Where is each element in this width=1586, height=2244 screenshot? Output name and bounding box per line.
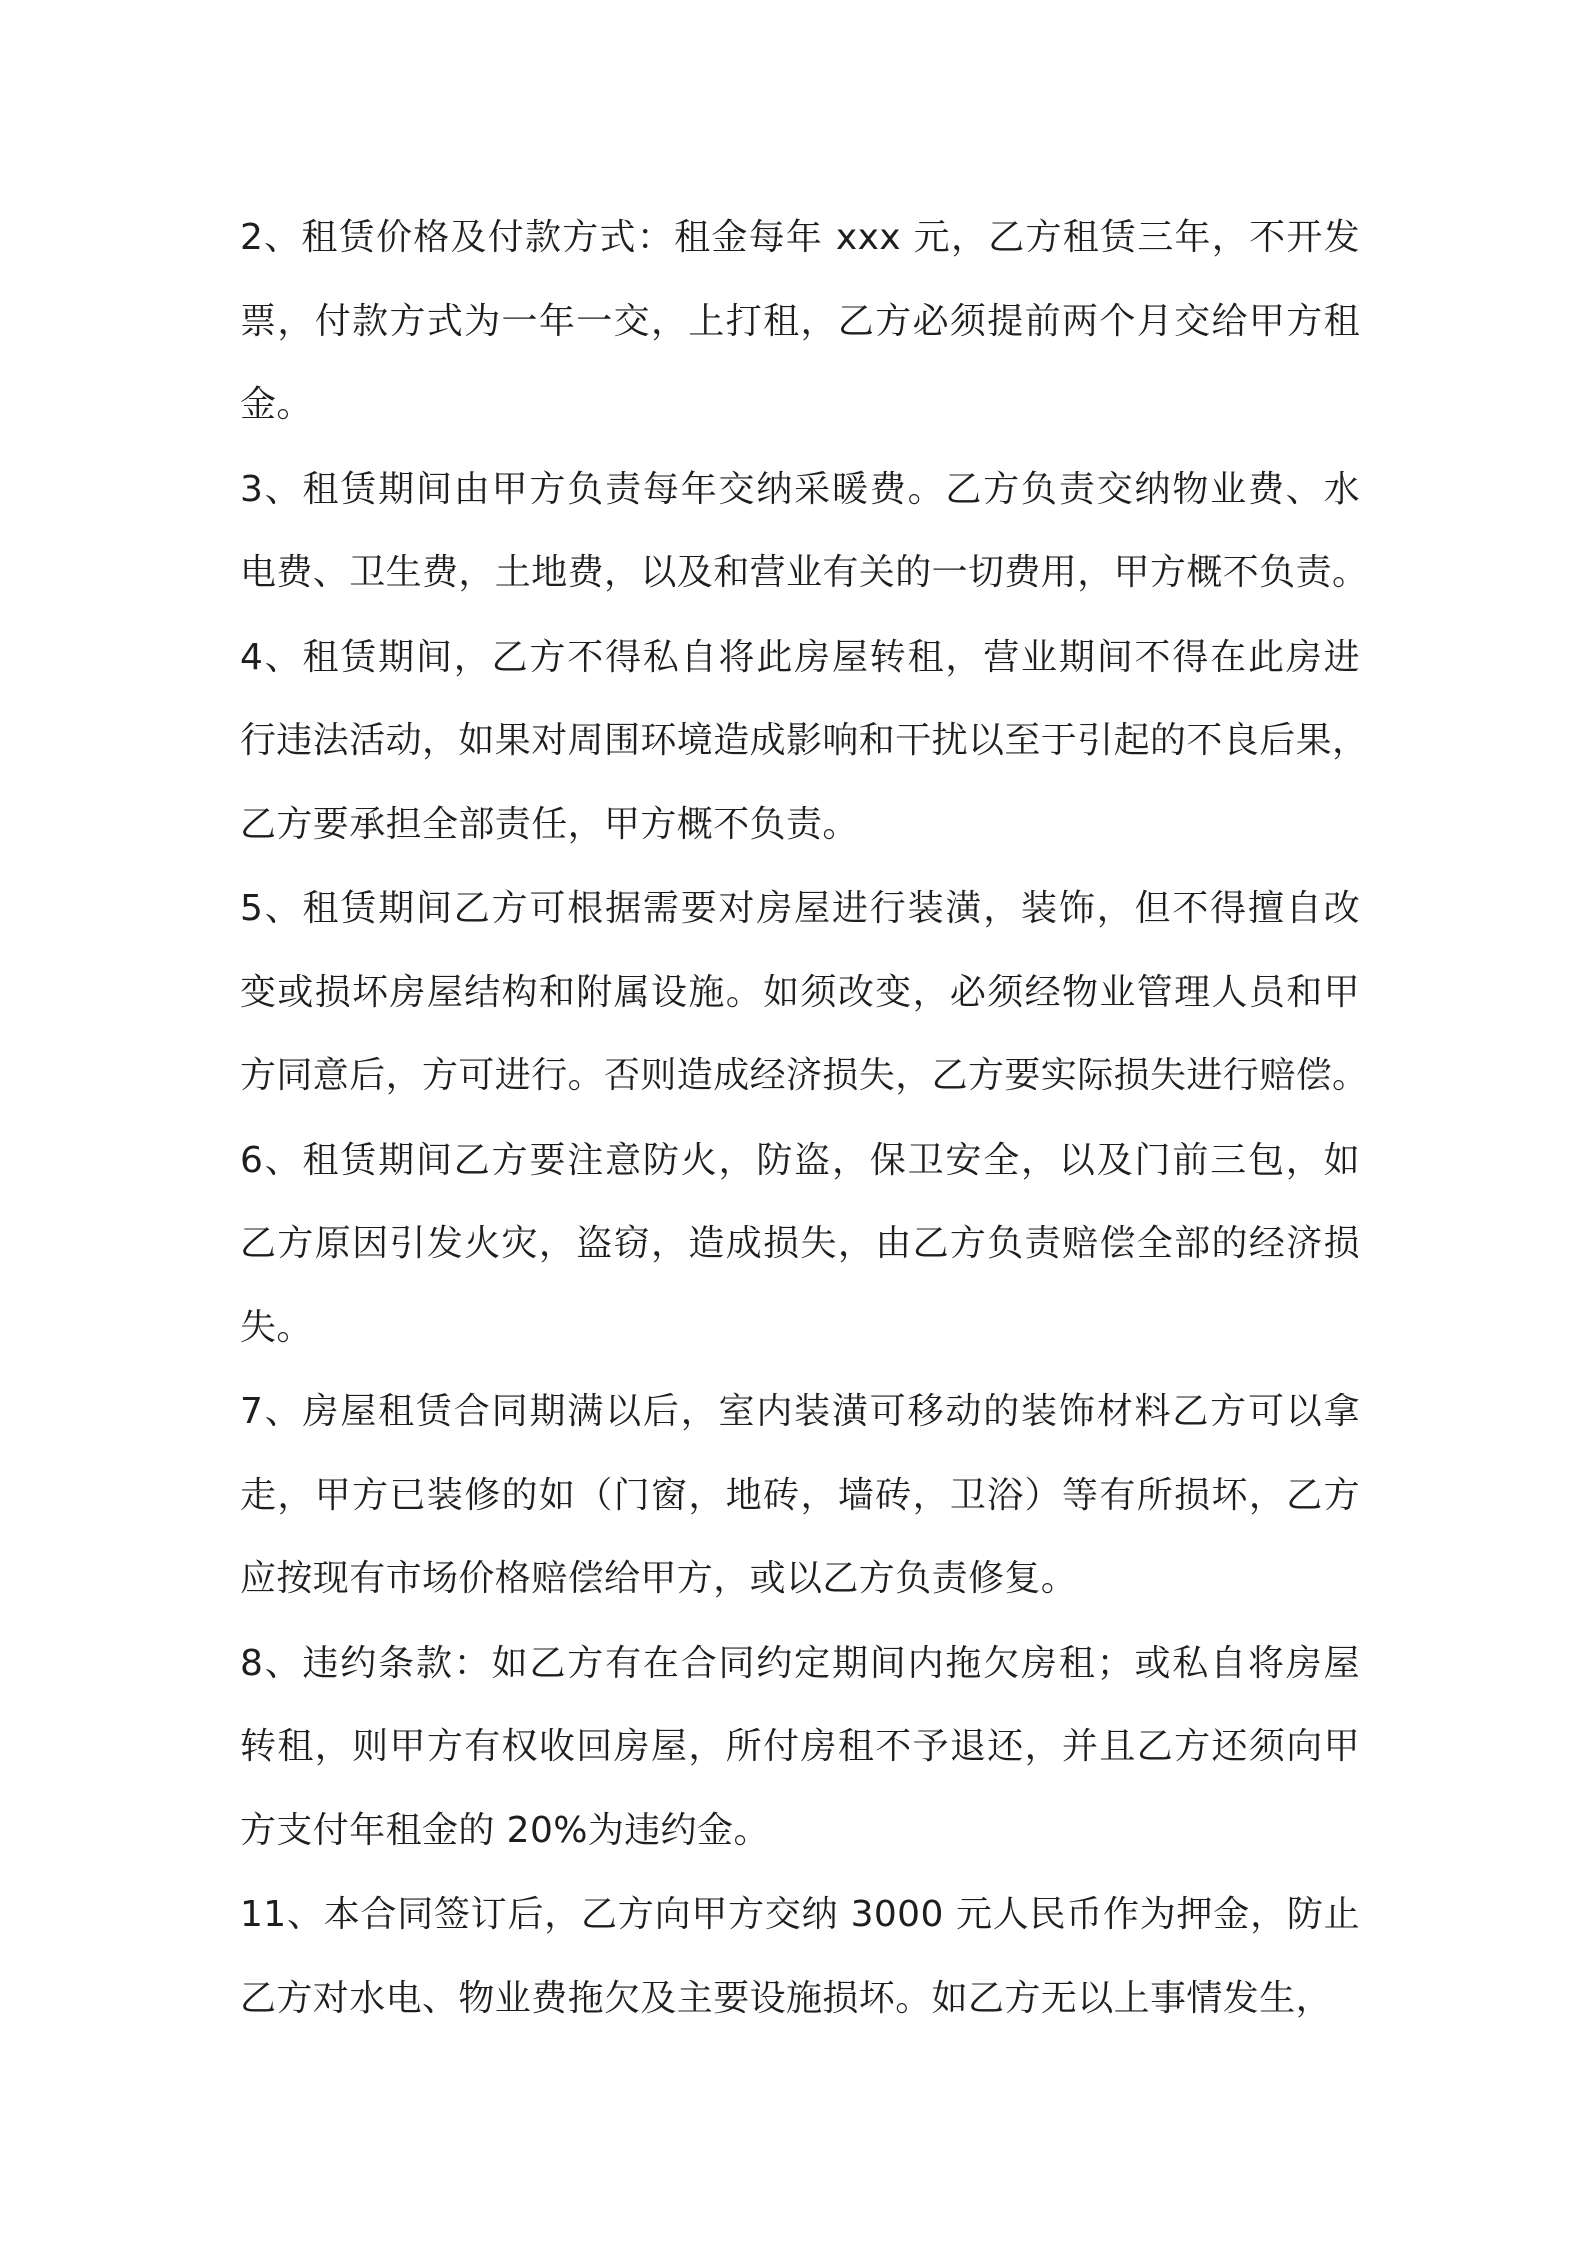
clause-2 — [240, 196, 1360, 447]
text-line: 6、租赁期间乙方要注意防火，防盗，保卫安全，以及门前三包，如 — [240, 1139, 1360, 1181]
text-line: 变或损坏房屋结构和附属设施。如须改变，必须经物业管理人员和甲 — [240, 971, 1360, 1013]
text-line: 乙方要承担全部责任，甲方概不负责。 — [240, 803, 859, 845]
clause-8 — [240, 1622, 1360, 1873]
text-line: 金。 — [240, 384, 313, 425]
text-line: 方同意后，方可进行。否则造成经济损失，乙方要实际损失进行赔偿。 — [240, 1055, 1369, 1096]
clause-11 — [240, 1873, 1360, 2040]
text-line: 转租，则甲方有权收回房屋，所付房租不予退还，并且乙方还须向甲 — [240, 1726, 1360, 1767]
text-line: 应按现有市场价格赔偿给甲方，或以乙方负责修复。 — [240, 1558, 1078, 1599]
text-line: 5、租赁期间乙方可根据需要对房屋进行装潢，装饰，但不得擅自改 — [240, 888, 1360, 929]
document-body — [240, 196, 1369, 2041]
text-line: 11、本合同签订后，乙方向甲方交纳 3000 元人民币作为押金，防止 — [240, 1894, 1360, 1935]
text-line: 8、违约条款：如乙方有在合同约定期间内拖欠房租；或私自将房屋 — [240, 1642, 1360, 1684]
text-line: 乙方原因引发火灾，盗窃，造成损失，由乙方负责赔偿全部的经济损 — [240, 1223, 1360, 1264]
text-line: 方支付年租金的 20%为违约金。 — [240, 1809, 770, 1851]
text-line: 乙方对水电、物业费拖欠及主要设施损坏。如乙方无以上事情发生， — [240, 1977, 1333, 2019]
text-line: 行违法活动，如果对周围环境造成影响和干扰以至于引起的不良后果， — [240, 720, 1369, 761]
clause-3 — [240, 448, 1369, 615]
text-line: 3、租赁期间由甲方负责每年交纳采暖费。乙方负责交纳物业费、水 — [240, 468, 1360, 510]
clause-6 — [240, 1119, 1360, 1370]
clause-4 — [240, 616, 1369, 867]
clause-7 — [240, 1370, 1360, 1621]
text-line: 电费、卫生费，土地费，以及和营业有关的一切费用，甲方概不负责。 — [240, 552, 1369, 593]
text-line: 2、租赁价格及付款方式：租金每年 xxx 元，乙方租赁三年，不开发 — [240, 217, 1360, 258]
text-line: 失。 — [240, 1306, 313, 1348]
clause-5 — [240, 867, 1369, 1118]
text-line: 走，甲方已装修的如（门窗，地砖，墙砖，卫浴）等有所损坏，乙方 — [240, 1474, 1360, 1516]
text-line: 7、房屋租赁合同期满以后，室内装潢可移动的装饰材料乙方可以拿 — [240, 1391, 1360, 1432]
text-line: 4、租赁期间，乙方不得私自将此房屋转租，营业期间不得在此房进 — [240, 636, 1360, 678]
text-line: 票，付款方式为一年一交，上打租，乙方必须提前两个月交给甲方租 — [240, 300, 1360, 342]
